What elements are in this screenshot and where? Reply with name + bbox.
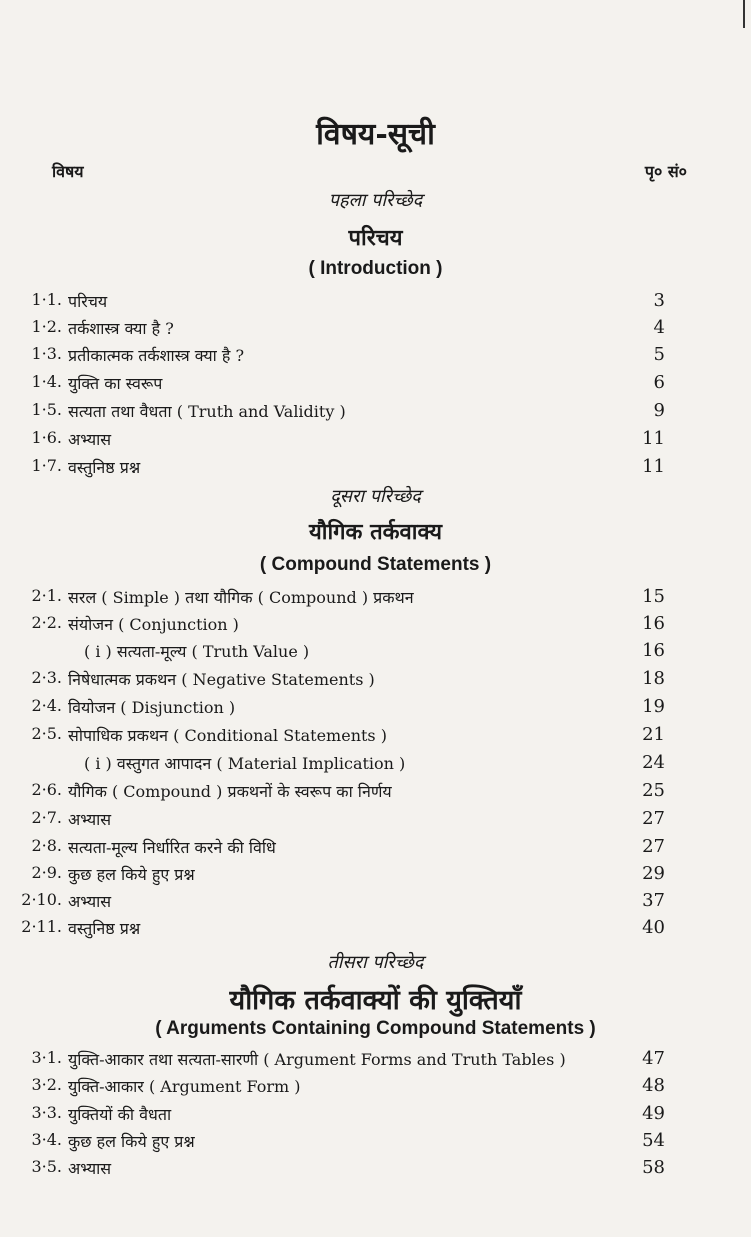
entry-text: परिचय xyxy=(68,292,108,311)
toc-entry xyxy=(0,372,751,398)
entry-page: 15 xyxy=(642,586,665,607)
entry-number: 3·1. xyxy=(31,1048,62,1067)
entry-number: 2·5. xyxy=(31,724,62,743)
toc-entry xyxy=(0,400,751,426)
entry-number: 2·1. xyxy=(31,586,62,605)
toc-entry xyxy=(0,780,751,806)
toc-entry xyxy=(0,808,751,834)
entry-page: 16 xyxy=(642,640,665,661)
toc-entry xyxy=(0,456,751,482)
entry-text: अभ्यास xyxy=(68,430,112,449)
chapter-1-title: परिचय xyxy=(348,225,403,251)
entry-text: युक्ति-आकार तथा सत्यता-सारणी ( Argument Forms and Truth Tables ) xyxy=(68,1050,566,1069)
toc-entry xyxy=(0,668,751,694)
entry-text: अभ्यास xyxy=(68,892,112,911)
entry-text: तर्कशास्त्र क्या है ? xyxy=(68,319,174,338)
entry-number: 2·2. xyxy=(31,613,62,632)
entry-number: 2·11. xyxy=(21,917,62,936)
entry-page: 21 xyxy=(642,724,665,745)
entry-number: 3·3. xyxy=(31,1103,62,1122)
entry-number: 2·3. xyxy=(31,668,62,687)
page-title: विषय-सूची xyxy=(316,117,435,152)
entry-text: युक्तियों की वैधता xyxy=(68,1105,172,1124)
chapter-1-subtitle: ( Introduction ) xyxy=(308,258,443,279)
toc-entry xyxy=(0,586,751,612)
toc-entry xyxy=(0,613,751,639)
entry-number: 2·9. xyxy=(31,863,62,882)
entry-page: 18 xyxy=(642,668,665,689)
column-header-subject: विषय xyxy=(52,162,84,181)
entry-text: वियोजन ( Disjunction ) xyxy=(68,698,236,717)
entry-text: अभ्यास xyxy=(68,810,112,829)
toc-entry xyxy=(0,836,751,862)
entry-page: 58 xyxy=(642,1157,665,1178)
toc-entry xyxy=(0,696,751,722)
toc-entry xyxy=(0,917,751,943)
entry-number: 2·7. xyxy=(31,808,62,827)
toc-subentry xyxy=(0,752,751,778)
entry-page: 29 xyxy=(642,863,665,884)
entry-page: 19 xyxy=(642,696,665,717)
entry-page: 27 xyxy=(642,836,665,857)
entry-text: सरल ( Simple ) तथा यौगिक ( Compound ) प्रकथन xyxy=(68,588,414,607)
toc-entry xyxy=(0,863,751,889)
entry-number: 1·6. xyxy=(31,428,62,447)
entry-text: कुछ हल किये हुए प्रश्न xyxy=(68,1132,195,1151)
entry-page: 6 xyxy=(653,372,665,393)
entry-number: 1·5. xyxy=(31,400,62,419)
chapter-2-subtitle: ( Compound Statements ) xyxy=(259,554,492,575)
entry-page: 9 xyxy=(653,400,665,421)
toc-subentry xyxy=(0,640,751,666)
entry-text: वस्तुनिष्ठ प्रश्न xyxy=(68,919,141,938)
entry-page: 47 xyxy=(642,1048,665,1069)
entry-text: ( i ) सत्यता-मूल्य ( Truth Value ) xyxy=(84,642,310,661)
chapter-3-title: यौगिक तर्कवाक्यों की युक्तियाँ xyxy=(229,985,522,1016)
entry-text: निषेधात्मक प्रकथन ( Negative Statements ) xyxy=(68,670,375,689)
entry-page: 54 xyxy=(642,1130,665,1151)
toc-entry xyxy=(0,317,751,343)
chapter-1-label: पहला परिच्छेद xyxy=(328,190,423,211)
entry-page: 4 xyxy=(653,317,665,338)
entry-number: 3·5. xyxy=(31,1157,62,1176)
entry-number: 1·2. xyxy=(31,317,62,336)
entry-page: 40 xyxy=(642,917,665,938)
entry-number: 1·1. xyxy=(31,290,62,309)
toc-entry xyxy=(0,724,751,750)
toc-entry xyxy=(0,428,751,454)
entry-number: 3·2. xyxy=(31,1075,62,1094)
toc-entry xyxy=(0,890,751,916)
entry-page: 3 xyxy=(653,290,665,311)
entry-text: सोपाधिक प्रकथन ( Conditional Statements ) xyxy=(68,726,387,745)
entry-text: यौगिक ( Compound ) प्रकथनों के स्वरूप का निर्णय xyxy=(68,782,392,801)
entry-page: 5 xyxy=(653,344,665,365)
entry-page: 16 xyxy=(642,613,665,634)
chapter-2-label: दूसरा परिच्छेद xyxy=(330,486,421,507)
chapter-2-title: यौगिक तर्कवाक्य xyxy=(309,519,442,545)
entry-page: 11 xyxy=(642,428,665,449)
chapter-3-subtitle: ( Arguments Containing Compound Statements ) xyxy=(155,1018,596,1039)
toc-entry xyxy=(0,1130,751,1156)
entry-text: अभ्यास xyxy=(68,1159,112,1178)
toc-entry xyxy=(0,1048,751,1074)
entry-number: 2·4. xyxy=(31,696,62,715)
entry-number: 2·10. xyxy=(21,890,62,909)
entry-page: 48 xyxy=(642,1075,665,1096)
entry-text: ( i ) वस्तुगत आपादन ( Material Implication ) xyxy=(84,754,406,773)
entry-page: 24 xyxy=(642,752,665,773)
entry-page: 25 xyxy=(642,780,665,801)
entry-text: युक्ति-आकार ( Argument Form ) xyxy=(68,1077,301,1096)
entry-number: 1·7. xyxy=(31,456,62,475)
chapter-3-label: तीसरा परिच्छेद xyxy=(327,952,424,973)
entry-page: 11 xyxy=(642,456,665,477)
entry-page: 37 xyxy=(642,890,665,911)
entry-page: 49 xyxy=(642,1103,665,1124)
entry-text: सत्यता-मूल्य निर्धारित करने की विधि xyxy=(68,838,276,857)
entry-text: युक्ति का स्वरूप xyxy=(68,374,163,393)
page-edge-line xyxy=(743,0,745,28)
toc-entry xyxy=(0,1157,751,1183)
entry-number: 2·6. xyxy=(31,780,62,799)
entry-text: प्रतीकात्मक तर्कशास्त्र क्या है ? xyxy=(68,346,245,365)
entry-text: कुछ हल किये हुए प्रश्न xyxy=(68,865,195,884)
entry-number: 2·8. xyxy=(31,836,62,855)
entry-number: 1·3. xyxy=(31,344,62,363)
entry-number: 1·4. xyxy=(31,372,62,391)
toc-entry xyxy=(0,1103,751,1129)
entry-page: 27 xyxy=(642,808,665,829)
toc-entry xyxy=(0,344,751,370)
entry-text: संयोजन ( Conjunction ) xyxy=(68,615,239,634)
entry-number: 3·4. xyxy=(31,1130,62,1149)
entry-text: सत्यता तथा वैधता ( Truth and Validity ) xyxy=(68,402,346,421)
column-header-page-no: पृ० सं० xyxy=(644,162,687,181)
toc-entry xyxy=(0,290,751,316)
entry-text: वस्तुनिष्ठ प्रश्न xyxy=(68,458,141,477)
toc-entry xyxy=(0,1075,751,1101)
